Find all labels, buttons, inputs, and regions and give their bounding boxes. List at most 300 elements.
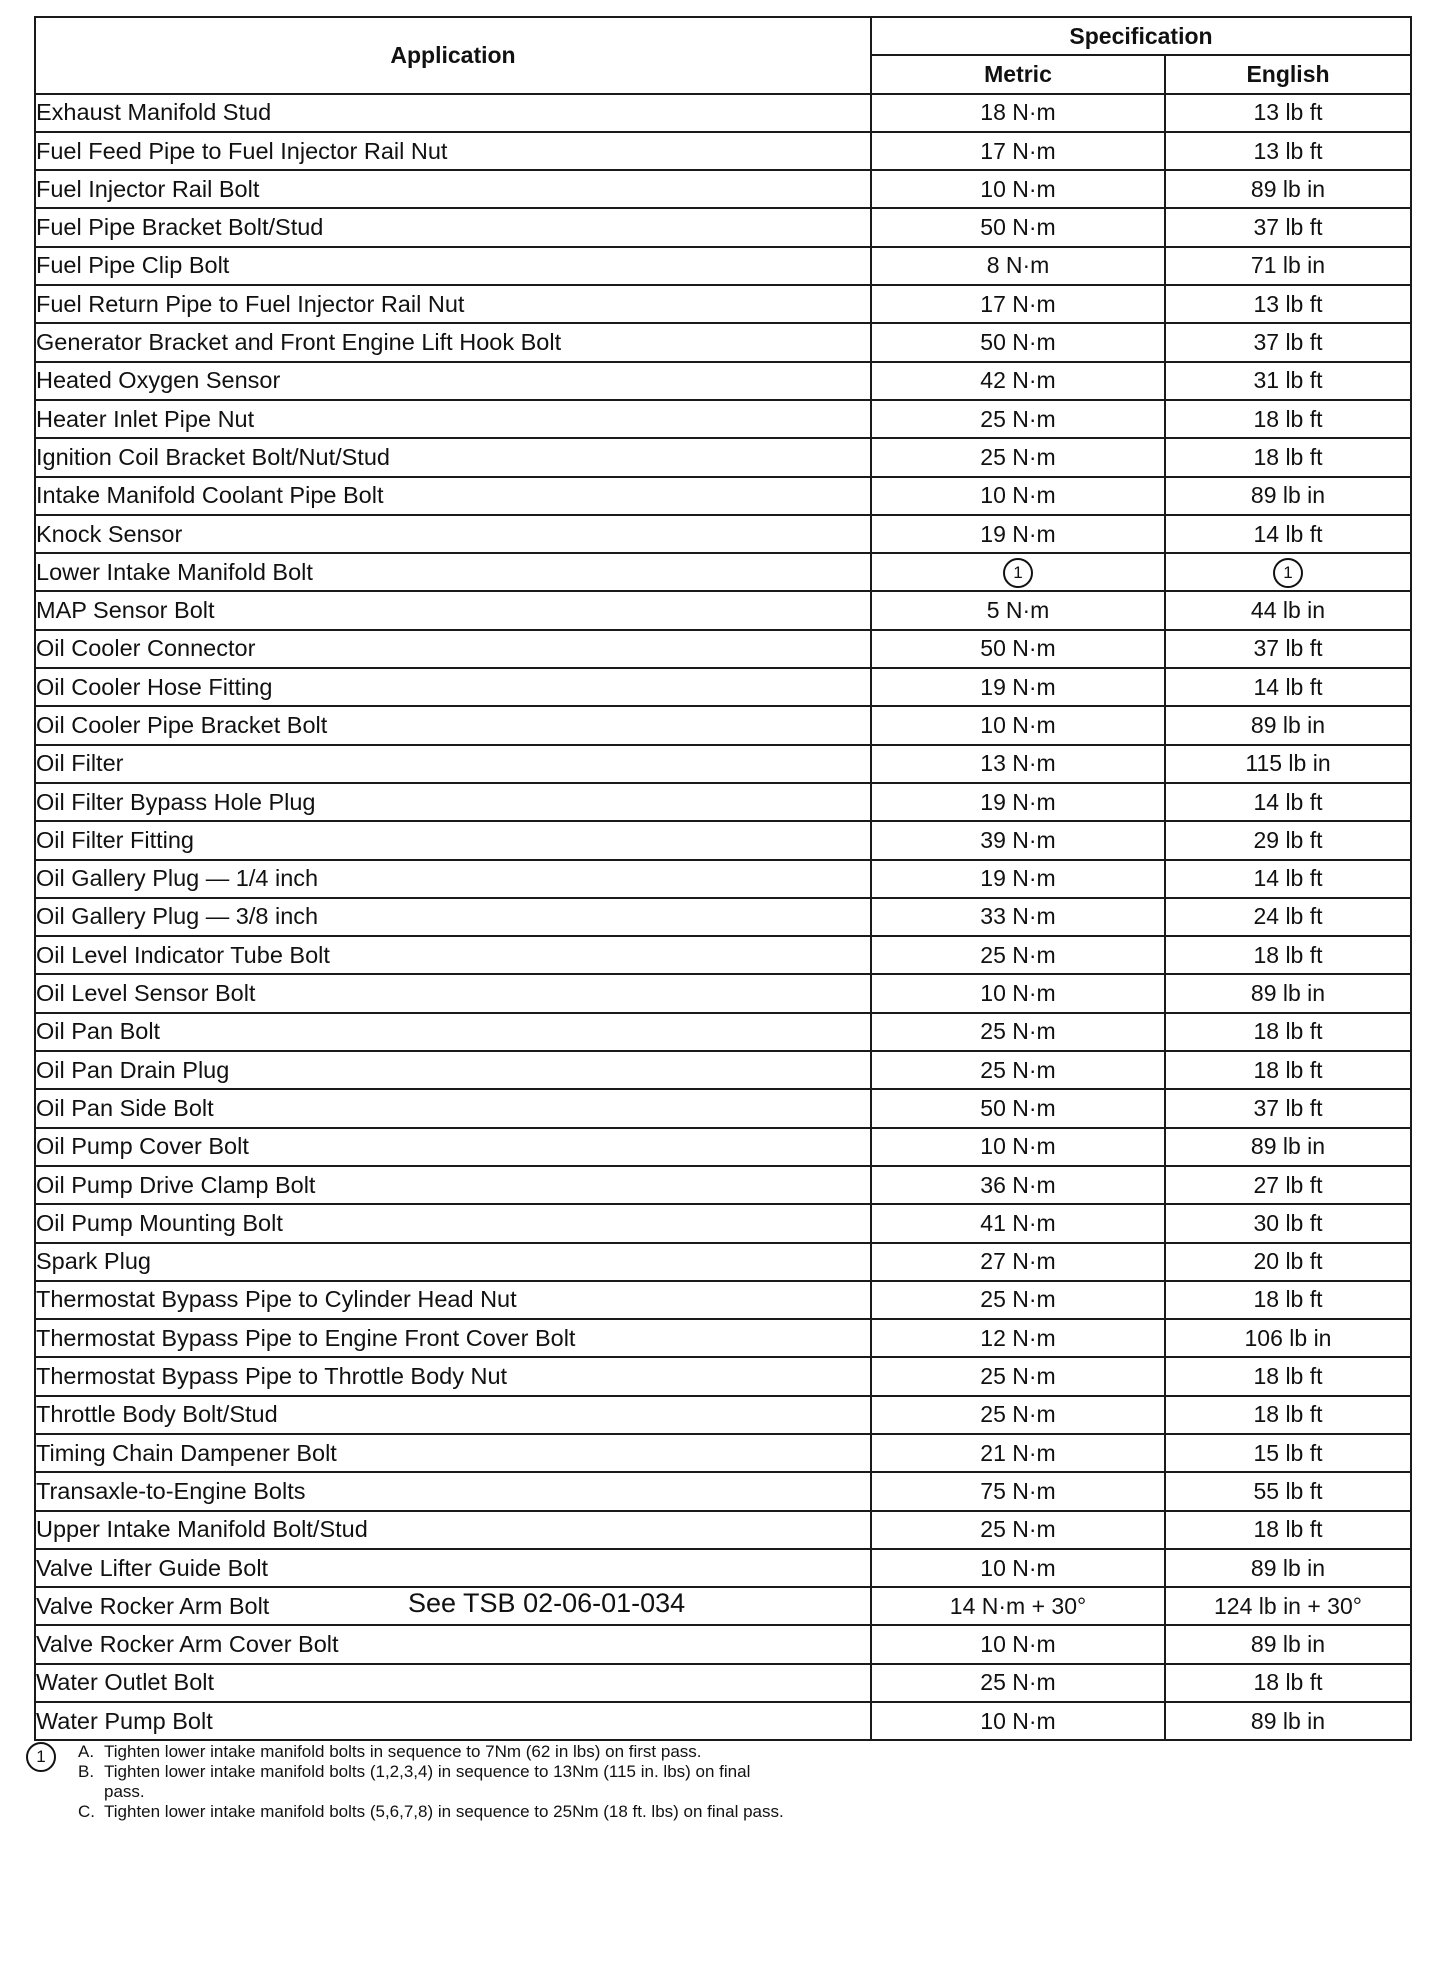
application-label: Oil Pump Drive Clamp Bolt	[36, 1171, 316, 1198]
metric-cell	[871, 285, 1165, 323]
application-cell	[35, 1281, 871, 1319]
english-value: 18 lb ft	[1253, 1018, 1323, 1045]
english-value: 13 lb ft	[1253, 137, 1323, 164]
english-value: 89 lb in	[1250, 175, 1326, 202]
application-label: Valve Rocker Arm Cover Bolt	[36, 1631, 339, 1658]
english-cell	[1165, 1281, 1411, 1319]
english-value: 14 lb ft	[1253, 673, 1323, 700]
metric-value: 10 N·m	[980, 711, 1056, 738]
metric-value: 19 N·m	[980, 673, 1056, 700]
metric-cell	[871, 1013, 1165, 1051]
english-cell	[1165, 1013, 1411, 1051]
application-cell	[35, 1089, 871, 1127]
english-cell	[1165, 668, 1411, 706]
application-cell	[35, 1396, 871, 1434]
application-label: Oil Pan Bolt	[36, 1018, 161, 1045]
application-label: Oil Filter Fitting	[36, 826, 194, 853]
metric-value: 50 N·m	[980, 635, 1056, 662]
header-application: Application	[35, 17, 871, 94]
metric-cell	[871, 1664, 1165, 1702]
metric-value: 75 N·m	[980, 1477, 1056, 1504]
english-cell	[1165, 477, 1411, 515]
application-cell	[35, 132, 871, 170]
metric-value: 25 N·m	[980, 443, 1056, 470]
english-cell	[1165, 1319, 1411, 1357]
table-row	[35, 936, 1411, 974]
application-label: Thermostat Bypass Pipe to Engine Front Cover Bolt	[36, 1324, 576, 1351]
metric-cell	[871, 1434, 1165, 1472]
english-value: 18 lb ft	[1253, 1286, 1323, 1313]
english-value: 18 lb ft	[1253, 1401, 1323, 1428]
table-row	[35, 1664, 1411, 1702]
metric-cell	[871, 94, 1165, 132]
application-label: Oil Pump Mounting Bolt	[36, 1209, 283, 1236]
metric-cell	[871, 898, 1165, 936]
metric-value: 41 N·m	[980, 1209, 1056, 1236]
application-label: Timing Chain Dampener Bolt	[36, 1439, 337, 1466]
application-cell	[35, 1549, 871, 1587]
application-cell	[35, 1128, 871, 1166]
table-row	[35, 706, 1411, 744]
metric-value: 10 N·m	[980, 1631, 1056, 1658]
table-row	[35, 1549, 1411, 1587]
application-cell	[35, 630, 871, 668]
metric-value: 17 N·m	[980, 290, 1056, 317]
metric-value: 13 N·m	[980, 750, 1056, 777]
metric-value: 25 N·m	[980, 1286, 1056, 1313]
table-row	[35, 1166, 1411, 1204]
application-cell	[35, 438, 871, 476]
table-row	[35, 1587, 1411, 1625]
metric-cell	[871, 1204, 1165, 1242]
application-cell	[35, 515, 871, 553]
english-cell	[1165, 247, 1411, 285]
metric-value: 25 N·m	[980, 941, 1056, 968]
application-label: Fuel Injector Rail Bolt	[36, 175, 260, 202]
metric-cell	[871, 132, 1165, 170]
metric-cell	[871, 515, 1165, 553]
metric-value: 21 N·m	[980, 1439, 1056, 1466]
metric-value: 8 N·m	[986, 252, 1050, 279]
table-row	[35, 247, 1411, 285]
table-row	[35, 1396, 1411, 1434]
footnote-letter: C.	[78, 1802, 95, 1821]
english-cell	[1165, 1625, 1411, 1663]
english-value: 27 lb ft	[1253, 1171, 1323, 1198]
application-label: Thermostat Bypass Pipe to Cylinder Head Nut	[36, 1286, 517, 1313]
english-cell	[1165, 1434, 1411, 1472]
english-value: 89 lb in	[1250, 980, 1326, 1007]
table-row	[35, 438, 1411, 476]
table-row	[35, 1204, 1411, 1242]
torque-spec-sheet	[34, 16, 1410, 1741]
metric-cell	[871, 974, 1165, 1012]
metric-cell	[871, 170, 1165, 208]
metric-value: 25 N·m	[980, 1669, 1056, 1696]
application-label: Oil Cooler Pipe Bracket Bolt	[36, 711, 328, 738]
metric-cell	[871, 362, 1165, 400]
application-label: Oil Pan Drain Plug	[36, 1056, 230, 1083]
english-cell	[1165, 285, 1411, 323]
english-value: 29 lb ft	[1253, 826, 1323, 853]
metric-cell	[871, 1319, 1165, 1357]
application-label: Oil Cooler Hose Fitting	[36, 673, 273, 700]
metric-cell	[871, 1051, 1165, 1089]
metric-value: 25 N·m	[980, 405, 1056, 432]
english-value: 24 lb ft	[1253, 903, 1323, 930]
metric-cell	[871, 821, 1165, 859]
english-value: 14 lb ft	[1253, 865, 1323, 892]
metric-cell	[871, 1511, 1165, 1549]
footnote-item-a	[78, 1742, 786, 1762]
application-cell	[35, 1204, 871, 1242]
footnote-text: Tighten lower intake manifold bolts (1,2,3,4) in sequence to 13Nm (115 in. lbs) on final pass.	[104, 1762, 751, 1801]
english-cell	[1165, 783, 1411, 821]
application-cell	[35, 1702, 871, 1740]
table-row	[35, 170, 1411, 208]
application-label: Oil Level Sensor Bolt	[36, 980, 256, 1007]
footnote-item-b	[78, 1762, 786, 1802]
metric-value: 10 N·m	[980, 1707, 1056, 1734]
application-cell	[35, 821, 871, 859]
application-cell	[35, 1357, 871, 1395]
application-label: Throttle Body Bolt/Stud	[36, 1401, 278, 1428]
application-label: Fuel Return Pipe to Fuel Injector Rail Nut	[36, 290, 465, 317]
spec-rows	[35, 94, 1411, 1741]
english-value: 18 lb ft	[1253, 405, 1323, 432]
application-cell	[35, 591, 871, 629]
table-row	[35, 745, 1411, 783]
english-cell	[1165, 1204, 1411, 1242]
application-label: Upper Intake Manifold Bolt/Stud	[36, 1516, 368, 1543]
table-row	[35, 515, 1411, 553]
english-value: 20 lb ft	[1253, 1248, 1323, 1275]
application-cell	[35, 783, 871, 821]
english-cell	[1165, 745, 1411, 783]
english-cell	[1165, 132, 1411, 170]
footnote-letter: A.	[78, 1742, 95, 1761]
footnote-text: Tighten lower intake manifold bolts (5,6,7,8) in sequence to 25Nm (18 ft. lbs) on final pass.	[104, 1802, 784, 1821]
application-cell	[35, 668, 871, 706]
english-cell	[1165, 1396, 1411, 1434]
application-cell	[35, 1166, 871, 1204]
english-cell	[1165, 170, 1411, 208]
header-metric: Metric	[871, 55, 1165, 93]
application-cell	[35, 362, 871, 400]
english-cell	[1165, 1051, 1411, 1089]
english-value: 115 lb in	[1245, 750, 1331, 777]
table-row	[35, 1319, 1411, 1357]
metric-cell	[871, 400, 1165, 438]
english-cell	[1165, 974, 1411, 1012]
english-cell	[1165, 515, 1411, 553]
metric-value: 10 N·m	[980, 1554, 1056, 1581]
english-cell	[1165, 630, 1411, 668]
english-cell	[1165, 821, 1411, 859]
application-cell	[35, 1051, 871, 1089]
english-value: 15 lb ft	[1253, 1439, 1323, 1466]
application-cell	[35, 477, 871, 515]
english-value: 89 lb in	[1250, 1631, 1326, 1658]
table-row	[35, 860, 1411, 898]
table-row	[35, 132, 1411, 170]
english-value: 18 lb ft	[1253, 1516, 1323, 1543]
application-label: Water Pump Bolt	[36, 1707, 213, 1734]
metric-value: 14 N·m + 30°	[949, 1592, 1087, 1619]
application-label: Fuel Pipe Bracket Bolt/Stud	[36, 214, 324, 241]
metric-cell	[871, 668, 1165, 706]
english-value: 44 lb in	[1250, 597, 1326, 624]
application-label: Water Outlet Bolt	[36, 1669, 215, 1696]
metric-cell	[871, 1128, 1165, 1166]
english-cell	[1165, 362, 1411, 400]
english-value: 13 lb ft	[1253, 290, 1323, 317]
metric-cell	[871, 1472, 1165, 1510]
english-cell	[1165, 1587, 1411, 1625]
metric-value: 19 N·m	[980, 788, 1056, 815]
metric-cell	[871, 630, 1165, 668]
metric-value: 18 N·m	[980, 99, 1056, 126]
table-row	[35, 898, 1411, 936]
metric-value: 33 N·m	[980, 903, 1056, 930]
application-label: Lower Intake Manifold Bolt	[36, 558, 313, 585]
table-row	[35, 285, 1411, 323]
english-value: 18 lb ft	[1253, 1363, 1323, 1390]
metric-value: 25 N·m	[980, 1056, 1056, 1083]
application-label: Knock Sensor	[36, 520, 183, 547]
metric-value: 10 N·m	[980, 1133, 1056, 1160]
application-cell	[35, 1243, 871, 1281]
application-cell	[35, 974, 871, 1012]
english-cell	[1165, 1511, 1411, 1549]
application-label: Intake Manifold Coolant Pipe Bolt	[36, 482, 384, 509]
metric-value: 25 N·m	[980, 1516, 1056, 1543]
metric-cell	[871, 1357, 1165, 1395]
english-value: 37 lb ft	[1253, 635, 1323, 662]
application-label: Oil Filter Bypass Hole Plug	[36, 788, 316, 815]
english-cell	[1165, 936, 1411, 974]
application-cell	[35, 1319, 871, 1357]
application-cell	[35, 247, 871, 285]
application-cell	[35, 553, 871, 591]
metric-value: 10 N·m	[980, 482, 1056, 509]
application-cell	[35, 1625, 871, 1663]
metric-cell	[871, 591, 1165, 629]
application-cell	[35, 860, 871, 898]
metric-value: 10 N·m	[980, 175, 1056, 202]
application-label: Spark Plug	[36, 1248, 151, 1275]
application-cell	[35, 208, 871, 246]
metric-cell	[871, 553, 1165, 591]
application-cell	[35, 898, 871, 936]
english-value: 124 lb in + 30°	[1214, 1592, 1362, 1619]
application-label: Oil Pump Cover Bolt	[36, 1133, 249, 1160]
table-row	[35, 1128, 1411, 1166]
table-row	[35, 1472, 1411, 1510]
footnote-ref-icon: 1	[1003, 558, 1033, 588]
table-row	[35, 1243, 1411, 1281]
application-cell	[35, 323, 871, 361]
metric-value: 25 N·m	[980, 1018, 1056, 1045]
metric-cell	[871, 860, 1165, 898]
english-cell	[1165, 208, 1411, 246]
application-label: Oil Gallery Plug — 3/8 inch	[36, 903, 319, 930]
application-cell	[35, 285, 871, 323]
english-cell	[1165, 898, 1411, 936]
english-value: 55 lb ft	[1253, 1477, 1323, 1504]
table-row	[35, 553, 1411, 591]
table-row	[35, 477, 1411, 515]
footnote-letter: B.	[78, 1762, 95, 1781]
english-value: 106 lb in	[1244, 1324, 1332, 1351]
application-cell	[35, 1511, 871, 1549]
metric-cell	[871, 1625, 1165, 1663]
english-value: 89 lb in	[1250, 1554, 1326, 1581]
table-row	[35, 783, 1411, 821]
english-cell	[1165, 1243, 1411, 1281]
english-value: 18 lb ft	[1253, 1056, 1323, 1083]
header-specification: Specification	[871, 17, 1411, 55]
application-cell	[35, 936, 871, 974]
application-cell	[35, 745, 871, 783]
english-value: 37 lb ft	[1253, 329, 1323, 356]
metric-value: 25 N·m	[980, 1363, 1056, 1390]
application-label: Generator Bracket and Front Engine Lift Hook Bolt	[36, 329, 562, 356]
english-cell	[1165, 400, 1411, 438]
application-cell	[35, 1434, 871, 1472]
metric-value: 36 N·m	[980, 1171, 1056, 1198]
english-cell	[1165, 1702, 1411, 1740]
table-row	[35, 1511, 1411, 1549]
application-label: Thermostat Bypass Pipe to Throttle Body Nut	[36, 1363, 508, 1390]
application-label: MAP Sensor Bolt	[36, 597, 215, 624]
table-row	[35, 208, 1411, 246]
metric-cell	[871, 323, 1165, 361]
metric-cell	[871, 1396, 1165, 1434]
metric-cell	[871, 745, 1165, 783]
table-row	[35, 821, 1411, 859]
application-label: Exhaust Manifold Stud	[36, 99, 272, 126]
english-cell	[1165, 553, 1411, 591]
english-value: 18 lb ft	[1253, 941, 1323, 968]
table-row	[35, 668, 1411, 706]
application-label: Oil Level Indicator Tube Bolt	[36, 941, 330, 968]
table-row	[35, 1357, 1411, 1395]
metric-value: 42 N·m	[980, 367, 1056, 394]
metric-cell	[871, 936, 1165, 974]
application-cell	[35, 1013, 871, 1051]
english-value: 89 lb in	[1250, 1133, 1326, 1160]
metric-cell	[871, 1281, 1165, 1319]
application-label: Fuel Pipe Clip Bolt	[36, 252, 230, 279]
english-cell	[1165, 438, 1411, 476]
metric-value: 39 N·m	[980, 826, 1056, 853]
application-label: Valve Lifter Guide Bolt	[36, 1554, 269, 1581]
table-row	[35, 974, 1411, 1012]
english-value: 37 lb ft	[1253, 1094, 1323, 1121]
application-label: Fuel Feed Pipe to Fuel Injector Rail Nut	[36, 137, 448, 164]
metric-value: 25 N·m	[980, 1401, 1056, 1428]
table-row	[35, 1434, 1411, 1472]
metric-value: 50 N·m	[980, 214, 1056, 241]
metric-value: 27 N·m	[980, 1248, 1056, 1275]
table-row	[35, 1051, 1411, 1089]
english-cell	[1165, 1089, 1411, 1127]
english-value: 18 lb ft	[1253, 1669, 1323, 1696]
metric-cell	[871, 783, 1165, 821]
english-value: 14 lb ft	[1253, 520, 1323, 547]
english-cell	[1165, 706, 1411, 744]
english-cell	[1165, 94, 1411, 132]
application-cell	[35, 1587, 871, 1625]
table-row	[35, 400, 1411, 438]
metric-cell	[871, 1587, 1165, 1625]
metric-value: 17 N·m	[980, 137, 1056, 164]
application-label: Oil Cooler Connector	[36, 635, 256, 662]
english-value: 30 lb ft	[1253, 1209, 1323, 1236]
footnote-text: Tighten lower intake manifold bolts in sequence to 7Nm (62 in lbs) on first pass.	[104, 1742, 702, 1761]
application-label: Oil Pan Side Bolt	[36, 1094, 214, 1121]
metric-cell	[871, 1089, 1165, 1127]
table-row	[35, 1089, 1411, 1127]
english-cell	[1165, 1357, 1411, 1395]
metric-value: 19 N·m	[980, 520, 1056, 547]
english-value: 89 lb in	[1250, 1707, 1326, 1734]
table-row	[35, 362, 1411, 400]
footnote-ref-icon: 1	[1273, 558, 1303, 588]
english-value: 31 lb ft	[1253, 367, 1323, 394]
table-row	[35, 94, 1411, 132]
table-row	[35, 630, 1411, 668]
metric-cell	[871, 247, 1165, 285]
table-row	[35, 323, 1411, 361]
application-cell	[35, 170, 871, 208]
metric-value: 50 N·m	[980, 1094, 1056, 1121]
table-row	[35, 1625, 1411, 1663]
metric-cell	[871, 1702, 1165, 1740]
metric-value: 5 N·m	[986, 597, 1050, 624]
english-cell	[1165, 860, 1411, 898]
english-value: 89 lb in	[1250, 482, 1326, 509]
english-value: 71 lb in	[1250, 252, 1326, 279]
metric-value: 10 N·m	[980, 980, 1056, 1007]
metric-value: 19 N·m	[980, 865, 1056, 892]
metric-value: 50 N·m	[980, 329, 1056, 356]
english-value: 13 lb ft	[1253, 99, 1323, 126]
application-cell	[35, 1472, 871, 1510]
footnote-item-c	[78, 1802, 786, 1822]
application-cell	[35, 400, 871, 438]
metric-cell	[871, 438, 1165, 476]
metric-cell	[871, 1243, 1165, 1281]
application-label: Oil Gallery Plug — 1/4 inch	[36, 865, 319, 892]
table-row	[35, 1281, 1411, 1319]
application-cell	[35, 1664, 871, 1702]
torque-spec-table	[34, 16, 1412, 1741]
header-english: English	[1165, 55, 1411, 93]
application-cell	[35, 706, 871, 744]
metric-cell	[871, 477, 1165, 515]
metric-cell	[871, 706, 1165, 744]
application-label: Heated Oxygen Sensor	[36, 367, 281, 394]
english-cell	[1165, 1472, 1411, 1510]
application-cell	[35, 94, 871, 132]
english-value: 18 lb ft	[1253, 443, 1323, 470]
english-cell	[1165, 1166, 1411, 1204]
table-row	[35, 1013, 1411, 1051]
english-cell	[1165, 591, 1411, 629]
tsb-note: See TSB 02-06-01-034	[408, 1588, 686, 1619]
